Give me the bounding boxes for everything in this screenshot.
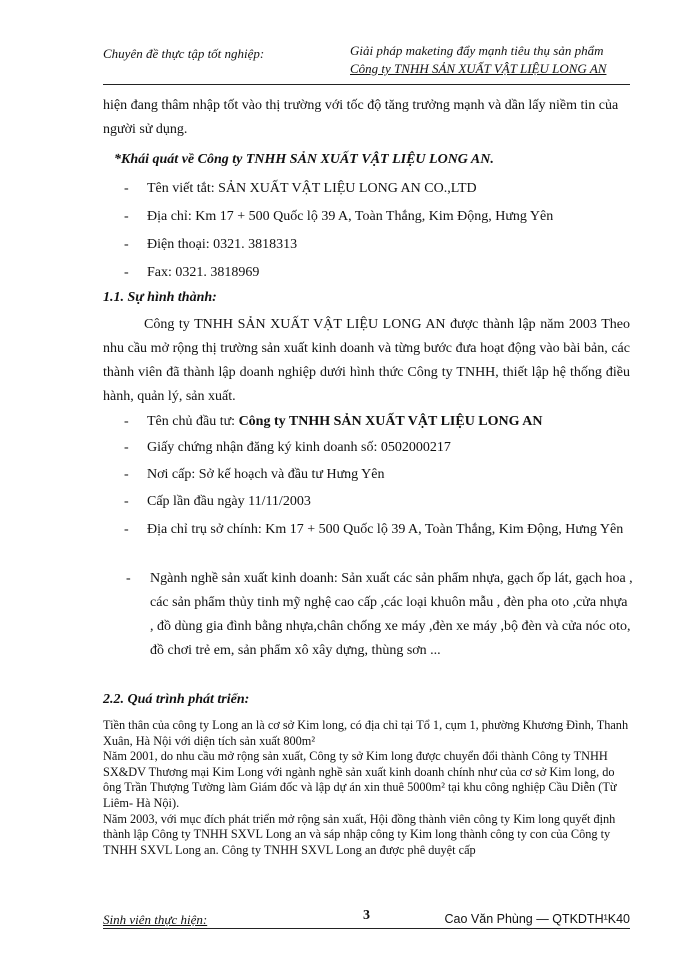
section1-heading: 1.1. Sự hình thành: [103, 290, 217, 305]
section1-item: - Địa chỉ trụ sở chính: Km 17 + 500 Quốc lộ 39 A, Toàn Thắng, Kim Động, Hưng Yên [124, 522, 624, 537]
page-footer [103, 906, 630, 929]
section1-item-text: Giấy chứng nhận đăng ký kinh doanh số: 0502000217 [147, 440, 451, 455]
page-header [103, 40, 630, 85]
section1-item: - Giấy chứng nhận đăng ký kinh doanh số: 0502000217 [124, 440, 451, 455]
overview-item: - Fax: 0321. 3818969 [124, 265, 260, 280]
overview-item: - Điện thoại: 0321. 3818313 [124, 237, 298, 252]
header-right-line1: Giải pháp maketing đẩy mạnh tiêu thụ sản phẩm [350, 43, 604, 58]
section2-paragraph: Năm 2001, do nhu cầu mở rộng sản xuất, Công ty sở Kim long được chuyển đổi thành Công ty TNHH SX&DV Thương mại Kim Long với ngành nghề sản xuất kinh doanh chính như của cơ sở Kim long, do ông Trần Thượng Tường làm Giám đốc và lập dự án xin thuê 5000m² tại khu công nghiệp Cầu Diễn (Từ Liêm- Hà Nội). [103, 749, 617, 810]
header-left-text: Chuyên đề thực tập tốt nghiệp: [103, 46, 265, 61]
overview-item: - Tên viết tắt: SẢN XUẤT VẬT LIỆU LONG AN CO.,LTD [124, 181, 477, 196]
section1-item-text: Nơi cấp: Sở kế hoạch và đầu tư Hưng Yên [147, 467, 385, 482]
header-right-line2: Công ty TNHH SẢN XUẤT VẬT LIỆU LONG AN [350, 61, 607, 76]
overview-item-text: Địa chỉ: Km 17 + 500 Quốc lộ 39 A, Toàn Thắng, Kim Động, Hưng Yên [147, 209, 554, 224]
owner-value: Công ty TNHH SẢN XUẤT VẬT LIỆU LONG AN [238, 414, 543, 429]
intro-paragraph: hiện đang thâm nhập tốt vào thị trường với tốc độ tăng trưởng mạnh và dần lấy niềm tin của người sử dụng. [103, 98, 619, 137]
overview-item-text: Fax: 0321. 3818969 [147, 265, 260, 280]
footer-left-text: Sinh viên thực hiện: [103, 912, 208, 927]
overview-item-text: Tên viết tắt: SẢN XUẤT VẬT LIỆU LONG AN CO.,LTD [147, 181, 477, 196]
overview-item: - Địa chỉ: Km 17 + 500 Quốc lộ 39 A, Toàn Thắng, Kim Động, Hưng Yên [124, 209, 554, 224]
section1-item-text: Cấp lần đầu ngày 11/11/2003 [147, 494, 311, 509]
section1-item: - Ngành nghề sản xuất kinh doanh: Sản xuất các sản phẩm nhựa, gạch ốp lát, gạch hoa , các sản phẩm thủy tinh mỹ nghệ cao cấp ,các loại khuôn mẫu , đèn pha oto ,cửa nhựa , đồ dùng gia đình bằng nhựa,chân chống xe máy ,đèn xe máy ,bộ đèn và cửa nóc oto, đồ chơi trẻ em, sản phẩm xô xây dựng, thùng sơn ... [126, 571, 633, 658]
footer-right-text: Cao Văn Phùng — QTKDTH¹K40 [444, 912, 630, 926]
section2-body [103, 718, 633, 858]
section1-paragraph: Công ty TNHH SẢN XUẤT VẬT LIỆU LONG AN được thành lập năm 2003 Theo nhu cầu mở rộng thị trường sản xuất kinh doanh và từng bước đưa hoạt động vào bài bản, các thành viên đã thành lập doanh nghiệp dưới hình thức Công ty TNHH, thiết lập hệ thống điều hành, quản lý, sản xuất. [103, 317, 630, 404]
section1-item-text: Ngành nghề sản xuất kinh doanh: Sản xuất các sản phẩm nhựa, gạch ốp lát, gạch hoa , các sản phẩm thủy tinh mỹ nghệ cao cấp ,các loại khuôn mẫu , đèn pha oto ,cửa nhựa , đồ dùng gia đình bằng nhựa,chân chống xe máy ,đèn xe máy ,bộ đèn và cửa nóc oto, đồ chơi trẻ em, sản phẩm xô xây dựng, thùng sơn ... [150, 571, 633, 658]
section2-paragraph: Năm 2003, với mục đích phát triển mở rộng sản xuất, Hội đồng thành viên công ty Kim long quyết định thành lập Công ty TNHH SXVL Long an và sáp nhập công ty Kim long thành công ty con của Công ty TNHH SXVL Long an. Công ty TNHH SXVL Long an được phê duyệt cấp [103, 811, 616, 857]
section1-item: - Nơi cấp: Sở kế hoạch và đầu tư Hưng Yên [124, 467, 385, 482]
section2-heading: 2.2. Quá trình phát triển: [103, 692, 250, 707]
page-number: 3 [363, 908, 370, 923]
owner-label: Tên chủ đầu tư: [147, 414, 239, 429]
overview-heading: *Khái quát về Công ty TNHH SẢN XUẤT VẬT LIỆU LONG AN. [114, 152, 494, 167]
header-right-text [350, 42, 606, 78]
overview-item-text: Điện thoại: 0321. 3818313 [147, 237, 298, 252]
section1-item-text: Địa chỉ trụ sở chính: Km 17 + 500 Quốc lộ 39 A, Toàn Thắng, Kim Động, Hưng Yên [147, 522, 624, 537]
section2-paragraph: Tiền thân của công ty Long an là cơ sở Kim long, có địa chỉ tại Tổ 1, cụm 1, phường Khương Đình, Thanh Xuân, Hà Nội với diện tích sản xuất 800m² [103, 718, 629, 748]
owner-item: - Tên chủ đầu tư: Công ty TNHH SẢN XUẤT VẬT LIỆU LONG AN [124, 414, 543, 429]
section1-item: - Cấp lần đầu ngày 11/11/2003 [124, 494, 311, 509]
